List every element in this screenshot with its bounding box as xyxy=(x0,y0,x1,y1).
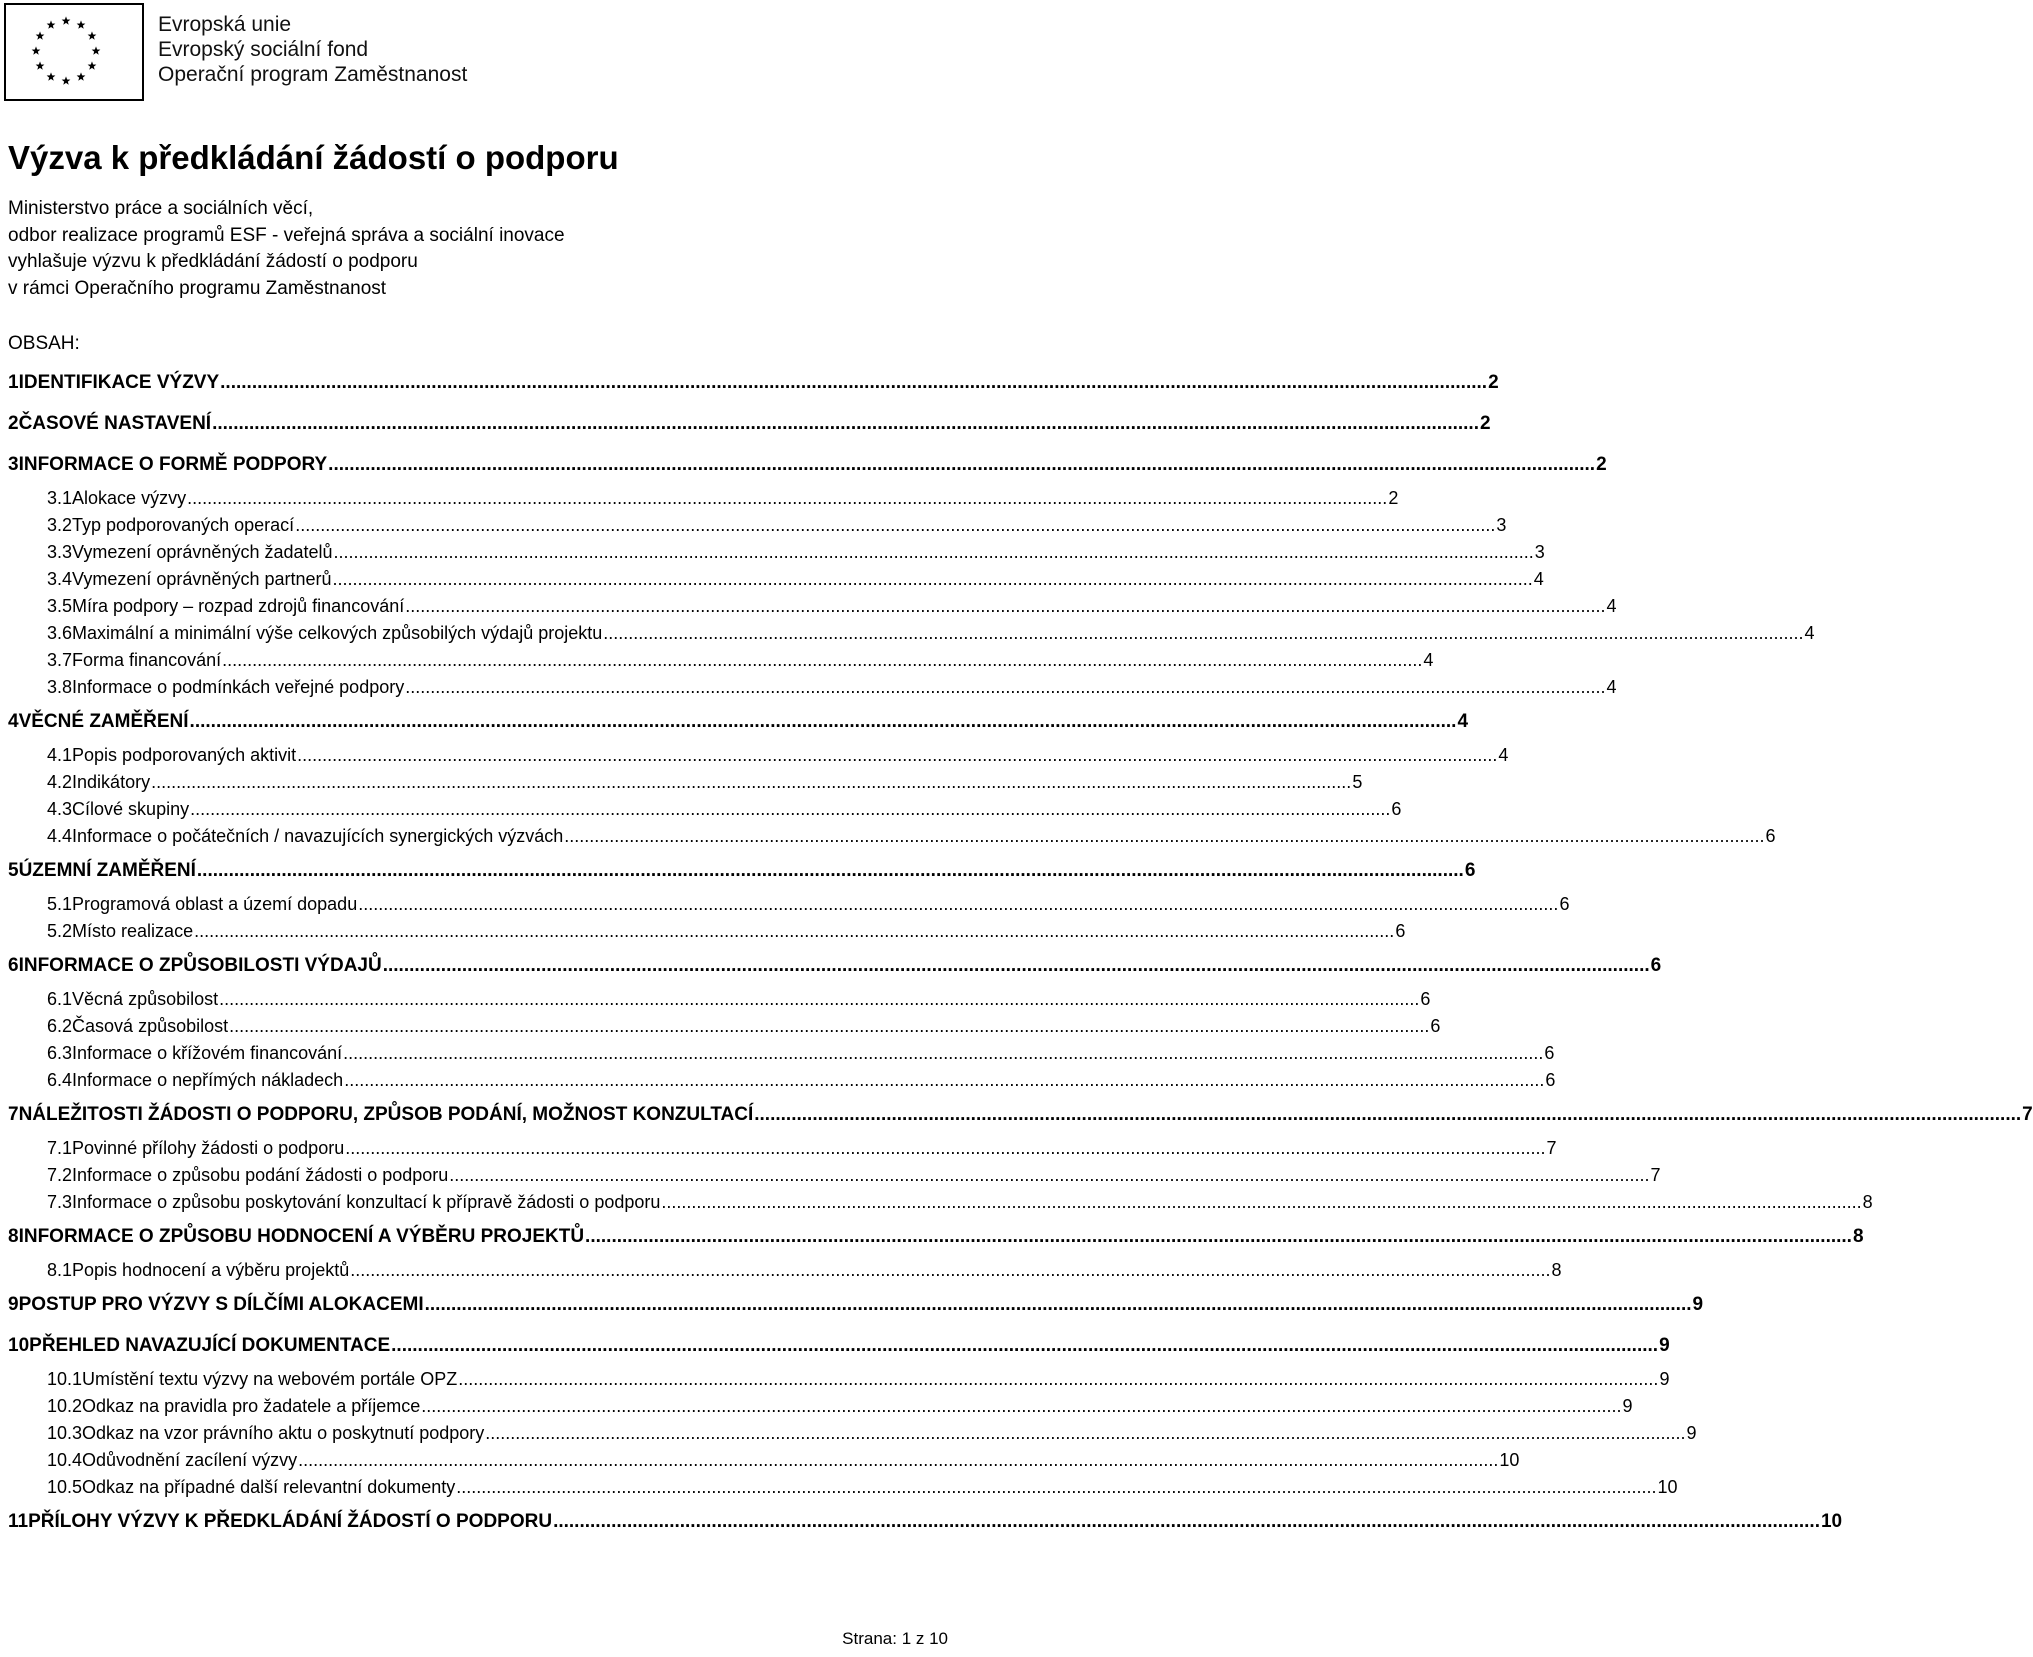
toc-entry-page: 6 xyxy=(1650,955,1662,976)
toc-subentry[interactable] xyxy=(8,1394,1633,1421)
toc-entry-number: 10.1 xyxy=(47,1369,83,1389)
toc-entry-page: 4 xyxy=(1804,623,1815,643)
toc-entry[interactable] xyxy=(8,1326,1670,1367)
eu-stars-icon xyxy=(6,5,142,99)
toc-entry-page: 5 xyxy=(1352,772,1363,792)
toc-subentry[interactable] xyxy=(8,1475,1678,1502)
toc-dot-leader xyxy=(661,1192,1861,1213)
toc-dot-leader xyxy=(391,1335,1658,1357)
toc-dot-leader xyxy=(421,1396,1621,1417)
toc-entry-page: 3 xyxy=(1496,515,1507,535)
toc-entry-page: 10 xyxy=(1820,1511,1843,1532)
intro-block xyxy=(8,196,565,302)
toc-entry-label: Typ podporovaných operací xyxy=(72,515,295,535)
toc-entry-number: 5.1 xyxy=(47,894,73,914)
toc-entry-label: Cílové skupiny xyxy=(72,799,190,819)
toc-entry-page: 6 xyxy=(1430,1016,1441,1036)
toc-entry-page: 4 xyxy=(1423,650,1434,670)
toc-entry-page: 9 xyxy=(1659,1369,1670,1389)
toc-dot-leader xyxy=(298,1450,1498,1471)
toc-entry-page: 8 xyxy=(1852,1226,1864,1247)
toc-entry[interactable] xyxy=(8,1217,1864,1258)
toc-entry-label: Odkaz na vzor právního aktu o poskytnutí podpory xyxy=(82,1423,485,1443)
toc-entry-number: 3.1 xyxy=(47,488,73,508)
toc-entry-number: 10.4 xyxy=(47,1450,83,1470)
toc-dot-leader xyxy=(229,1016,1429,1037)
toc-entry-number: 3.3 xyxy=(47,542,73,562)
toc-subentry[interactable] xyxy=(8,540,1545,567)
toc-entry-number: 8.1 xyxy=(47,1260,73,1280)
toc-entry-label: IDENTIFIKACE VÝZVY xyxy=(18,372,220,393)
toc-entry[interactable] xyxy=(8,946,1662,987)
toc-entry[interactable] xyxy=(8,1502,1843,1543)
eu-star-icon xyxy=(77,72,86,80)
toc-entry-page: 10 xyxy=(1657,1477,1678,1497)
toc-entry-number: 5.2 xyxy=(47,921,73,941)
toc-entry-page: 9 xyxy=(1686,1423,1697,1443)
toc-entry-label: Forma financování xyxy=(72,650,222,670)
toc-entry-label: Věcná způsobilost xyxy=(72,989,219,1009)
toc-entry-label: Časová způsobilost xyxy=(72,1016,229,1036)
toc-subentry[interactable] xyxy=(8,621,1815,648)
toc-entry-number: 3.5 xyxy=(47,596,73,616)
toc-dot-leader xyxy=(564,826,1764,847)
toc-entry-page: 4 xyxy=(1533,569,1544,589)
eu-star-icon xyxy=(32,46,41,54)
toc-dot-leader xyxy=(187,488,1387,509)
toc-entry-label: VĚCNÉ ZAMĚŘENÍ xyxy=(18,711,189,732)
toc-dot-leader xyxy=(405,677,1605,698)
toc-subentry[interactable] xyxy=(8,1041,1555,1068)
toc-entry[interactable] xyxy=(8,363,1499,404)
toc-entry-label: Popis hodnocení a výběru projektů xyxy=(72,1260,350,1280)
toc-dot-leader xyxy=(194,921,1394,942)
logo-line-opz: Operační program Zaměstnanost xyxy=(158,63,468,86)
toc-entry-page: 6 xyxy=(1391,799,1402,819)
eu-star-icon xyxy=(36,31,45,39)
toc-dot-leader xyxy=(358,894,1558,915)
toc-dot-leader xyxy=(449,1165,1649,1186)
toc-subentry[interactable] xyxy=(8,919,1406,946)
toc-subentry[interactable] xyxy=(8,513,1507,540)
eu-star-icon xyxy=(77,20,86,28)
toc-entry-label: NÁLEŽITOSTI ŽÁDOSTI O PODPORU, ZPŮSOB PODÁNÍ, MOŽNOST KONZULTACÍ xyxy=(18,1104,754,1125)
toc-entry-number: 11 xyxy=(8,1511,29,1532)
toc-subentry[interactable] xyxy=(8,648,1434,675)
toc-entry-label: Informace o způsobu poskytování konzultací k přípravě žádosti o podporu xyxy=(72,1192,661,1212)
toc-dot-leader xyxy=(197,860,1464,882)
logo-line-eu: Evropská unie xyxy=(158,13,292,36)
toc-entry-page: 6 xyxy=(1395,921,1406,941)
toc-dot-leader xyxy=(190,711,1457,733)
toc-entry-number: 3.2 xyxy=(47,515,73,535)
toc-entry-page: 4 xyxy=(1457,711,1469,732)
toc-dot-leader xyxy=(425,1294,1692,1316)
toc-entry-label: INFORMACE O ZPŮSOBU HODNOCENÍ A VÝBĚRU PROJEKTŮ xyxy=(18,1226,585,1247)
toc-entry-number: 8 xyxy=(8,1226,19,1247)
toc-entry-number: 4 xyxy=(8,711,19,732)
intro-line: odbor realizace programů ESF - veřejná správa a sociální inovace xyxy=(8,224,565,246)
eu-star-icon xyxy=(88,61,97,69)
toc-dot-leader xyxy=(344,1070,1544,1091)
toc-entry-page: 6 xyxy=(1545,1070,1556,1090)
intro-line: v rámci Operačního programu Zaměstnanost xyxy=(8,277,387,299)
toc-entry-number: 3.6 xyxy=(47,623,73,643)
toc-entry-page: 9 xyxy=(1622,1396,1633,1416)
toc-entry-page: 6 xyxy=(1544,1043,1555,1063)
toc-entry-page: 6 xyxy=(1420,989,1431,1009)
toc-entry-label: Maximální a minimální výše celkových způsobilých výdajů projektu xyxy=(72,623,603,643)
toc-entry-label: Vymezení oprávněných žadatelů xyxy=(72,542,333,562)
toc-entry-page: 4 xyxy=(1606,596,1617,616)
eu-star-icon xyxy=(47,20,56,28)
toc-entry-number: 4.4 xyxy=(47,826,73,846)
toc-entry-page: 9 xyxy=(1659,1335,1670,1356)
toc-entry-page: 7 xyxy=(2022,1104,2033,1125)
toc-subentry[interactable] xyxy=(8,743,1509,770)
toc-subentry[interactable] xyxy=(8,892,1570,919)
table-of-contents xyxy=(8,363,2033,1543)
toc-entry-label: POSTUP PRO VÝZVY S DÍLČÍMI ALOKACEMI xyxy=(18,1294,424,1315)
toc-entry-label: Odkaz na případné další relevantní dokumenty xyxy=(82,1477,456,1497)
toc-entry-number: 6.2 xyxy=(47,1016,73,1036)
toc-entry-label: Odkaz na pravidla pro žadatele a příjemce xyxy=(82,1396,421,1416)
toc-entry-number: 6.3 xyxy=(47,1043,73,1063)
toc-entry-page: 8 xyxy=(1862,1192,1873,1212)
toc-dot-leader xyxy=(405,596,1605,617)
toc-entry-number: 3.4 xyxy=(47,569,73,589)
toc-entry-label: Informace o počátečních / navazujících synergických výzvách xyxy=(72,826,564,846)
toc-entry-number: 7.3 xyxy=(47,1192,73,1212)
toc-subentry[interactable] xyxy=(8,1014,1441,1041)
toc-entry[interactable] xyxy=(8,851,1476,892)
toc-dot-leader xyxy=(345,1138,1545,1159)
toc-entry-number: 7 xyxy=(8,1104,19,1125)
toc-entry-number: 3 xyxy=(8,454,19,475)
toc-subentry[interactable] xyxy=(8,567,1544,594)
toc-subentry[interactable] xyxy=(8,797,1402,824)
toc-dot-leader xyxy=(151,772,1351,793)
toc-entry-number: 4.2 xyxy=(47,772,73,792)
toc-subentry[interactable] xyxy=(8,1068,1556,1095)
toc-dot-leader xyxy=(333,569,1533,590)
toc-subentry[interactable] xyxy=(8,486,1399,513)
toc-dot-leader xyxy=(754,1104,2021,1126)
logo-line-esf: Evropský sociální fond xyxy=(158,38,369,61)
eu-flag-logo xyxy=(4,3,144,101)
toc-entry-label: Alokace výzvy xyxy=(72,488,187,508)
eu-star-icon xyxy=(47,72,56,80)
toc-dot-leader xyxy=(485,1423,1685,1444)
toc-dot-leader xyxy=(190,799,1390,820)
toc-entry-number: 6 xyxy=(8,955,19,976)
toc-dot-leader xyxy=(343,1043,1543,1064)
toc-entry-page: 10 xyxy=(1499,1450,1520,1470)
toc-dot-leader xyxy=(383,955,1650,977)
toc-entry-label: ÚZEMNÍ ZAMĚŘENÍ xyxy=(18,860,196,881)
toc-entry-number: 5 xyxy=(8,860,19,881)
toc-entry-number: 10.5 xyxy=(47,1477,83,1497)
toc-subentry[interactable] xyxy=(8,675,1617,702)
intro-line: Ministerstvo práce a sociálních věcí, xyxy=(8,198,314,219)
toc-entry-label: Vymezení oprávněných partnerů xyxy=(72,569,332,589)
toc-entry-label: Informace o křížovém financování xyxy=(72,1043,343,1063)
eu-star-icon xyxy=(62,16,71,24)
toc-entry-label: Indikátory xyxy=(72,772,151,792)
toc-entry-label: ČASOVÉ NASTAVENÍ xyxy=(18,413,212,434)
toc-entry-label: Informace o nepřímých nákladech xyxy=(72,1070,344,1090)
toc-subentry[interactable] xyxy=(8,1258,1562,1285)
toc-dot-leader xyxy=(219,989,1419,1010)
toc-entry-number: 3.8 xyxy=(47,677,73,697)
toc-entry-number: 1 xyxy=(8,372,19,393)
toc-entry-label: Místo realizace xyxy=(72,921,194,941)
toc-entry[interactable] xyxy=(8,445,1607,486)
toc-entry-number: 10 xyxy=(8,1335,30,1356)
toc-entry-number: 9 xyxy=(8,1294,19,1315)
toc-subentry[interactable] xyxy=(8,987,1431,1014)
toc-subentry[interactable] xyxy=(8,594,1617,621)
toc-dot-leader xyxy=(212,413,1479,435)
toc-dot-leader xyxy=(222,650,1422,671)
toc-entry-label: Odůvodnění zacílení výzvy xyxy=(82,1450,298,1470)
toc-entry-page: 2 xyxy=(1596,454,1607,475)
document-title: Výzva k předkládání žádostí o podporu xyxy=(8,139,619,176)
toc-entry-page: 8 xyxy=(1551,1260,1562,1280)
toc-subentry[interactable] xyxy=(8,824,1776,851)
toc-entry-page: 2 xyxy=(1388,488,1399,508)
toc-entry-number: 10.2 xyxy=(47,1396,83,1416)
toc-entry-page: 4 xyxy=(1498,745,1509,765)
toc-dot-leader xyxy=(334,542,1534,563)
toc-dot-leader xyxy=(297,745,1497,766)
toc-entry-label: INFORMACE O FORMĚ PODPORY xyxy=(18,454,328,475)
toc-entry-page: 6 xyxy=(1559,894,1570,914)
toc-entry-page: 6 xyxy=(1765,826,1776,846)
eu-star-icon xyxy=(88,31,97,39)
toc-subentry[interactable] xyxy=(8,1448,1520,1475)
toc-subentry[interactable] xyxy=(8,1421,1697,1448)
toc-entry-label: PŘEHLED NAVAZUJÍCÍ DOKUMENTACE xyxy=(29,1335,391,1356)
toc-entry-label: Umístění textu výzvy na webovém portále OPZ xyxy=(82,1369,458,1389)
toc-entry-label: Povinné přílohy žádosti o podporu xyxy=(72,1138,345,1158)
toc-heading: OBSAH: xyxy=(8,333,80,354)
toc-dot-leader xyxy=(350,1260,1550,1281)
toc-dot-leader xyxy=(220,372,1487,394)
logo-text xyxy=(158,12,467,87)
eu-star-icon xyxy=(92,46,101,54)
intro-line: vyhlašuje výzvu k předkládání žádostí o podporu xyxy=(8,251,418,272)
toc-entry-label: PŘÍLOHY VÝZVY K PŘEDKLÁDÁNÍ ŽÁDOSTÍ O PODPORU xyxy=(28,1511,553,1532)
toc-entry-label: INFORMACE O ZPŮSOBILOSTI VÝDAJŮ xyxy=(18,955,382,976)
toc-dot-leader xyxy=(585,1226,1852,1248)
toc-subentry[interactable] xyxy=(8,1367,1670,1394)
toc-entry-number: 7.1 xyxy=(47,1138,73,1158)
toc-entry-page: 4 xyxy=(1606,677,1617,697)
toc-entry-label: Programová oblast a území dopadu xyxy=(72,894,358,914)
toc-subentry[interactable] xyxy=(8,770,1363,797)
toc-entry-page: 6 xyxy=(1464,860,1476,881)
toc-entry-page: 7 xyxy=(1650,1165,1661,1185)
toc-entry-page: 3 xyxy=(1534,542,1545,562)
toc-entry-page: 7 xyxy=(1546,1138,1557,1158)
toc-entry[interactable] xyxy=(8,1285,1704,1326)
toc-dot-leader xyxy=(553,1511,1820,1533)
toc-dot-leader xyxy=(328,454,1595,476)
toc-entry-page: 2 xyxy=(1480,413,1491,434)
eu-star-icon xyxy=(36,61,45,69)
toc-entry-number: 10.3 xyxy=(47,1423,83,1443)
toc-entry[interactable] xyxy=(8,702,1469,743)
toc-entry-label: Informace o způsobu podání žádosti o podporu xyxy=(72,1165,449,1185)
toc-subentry[interactable] xyxy=(8,1163,1661,1190)
toc-entry-number: 6.4 xyxy=(47,1070,73,1090)
toc-dot-leader xyxy=(603,623,1803,644)
toc-entry[interactable] xyxy=(8,1095,2033,1136)
toc-entry-number: 6.1 xyxy=(47,989,73,1009)
page-footer: Strana: 1 z 10 xyxy=(842,1629,948,1648)
toc-entry-number: 4.3 xyxy=(47,799,73,819)
toc-subentry[interactable] xyxy=(8,1190,1873,1217)
toc-entry-page: 2 xyxy=(1488,372,1499,393)
eu-star-icon xyxy=(62,76,71,84)
toc-subentry[interactable] xyxy=(8,1136,1557,1163)
toc-dot-leader xyxy=(456,1477,1656,1498)
toc-entry-number: 4.1 xyxy=(47,745,73,765)
toc-entry-label: Míra podpory – rozpad zdrojů financování xyxy=(72,596,405,616)
toc-entry-number: 7.2 xyxy=(47,1165,73,1185)
toc-entry-number: 3.7 xyxy=(47,650,73,670)
toc-entry[interactable] xyxy=(8,404,1491,445)
toc-entry-page: 9 xyxy=(1692,1294,1704,1315)
toc-entry-label: Popis podporovaných aktivit xyxy=(72,745,297,765)
toc-dot-leader xyxy=(295,515,1495,536)
toc-entry-label: Informace o podmínkách veřejné podpory xyxy=(72,677,405,697)
toc-dot-leader xyxy=(458,1369,1658,1390)
toc-entry-number: 2 xyxy=(8,413,19,434)
